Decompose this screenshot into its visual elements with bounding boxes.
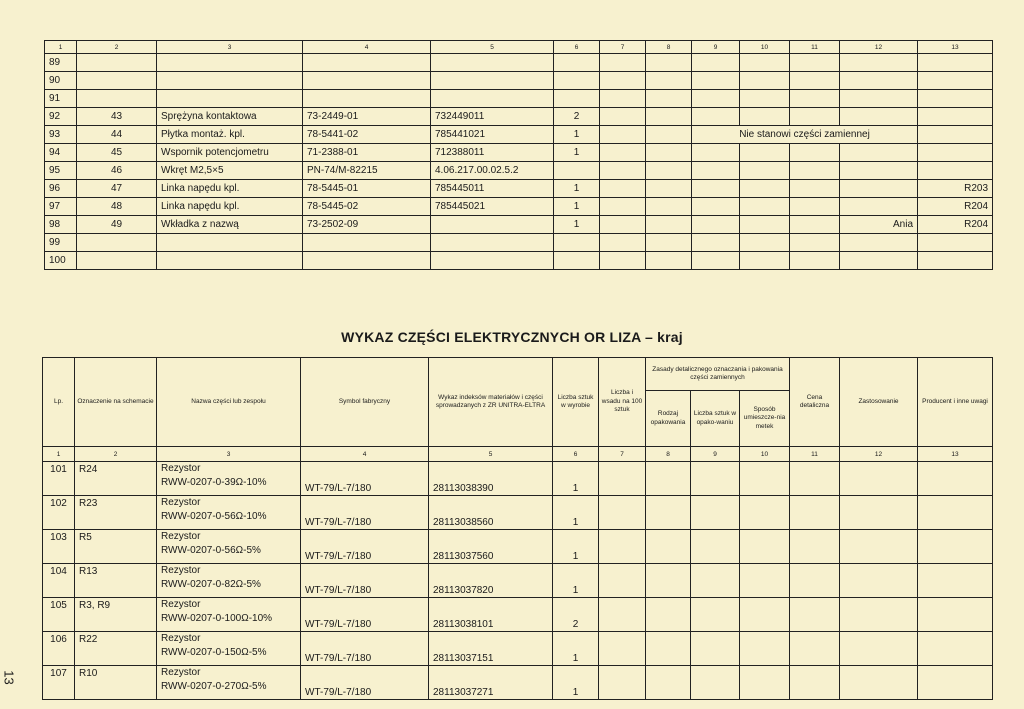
col-number: 1 [45,41,77,54]
row-num: 43 [77,108,157,126]
row-name-spec: RWW-0207-0-270Ω-5% [161,681,267,692]
row-qty: 1 [553,666,599,700]
row-lp: 106 [43,632,75,666]
row-symbol: 78-5441-02 [303,126,431,144]
page-number: 13 [1,670,17,685]
row-num: 49 [77,216,157,234]
header-packing-method: Sposób umieszcze-nia metek [740,391,790,447]
col-number: 10 [740,41,790,54]
row-lp: 92 [45,108,77,126]
row-index: 28113038560 [429,496,553,530]
row-name: Sprężyna kontaktowa [157,108,303,126]
table-row [45,126,993,144]
header-packing-group: Zasady detalicznego oznaczania i pakowania części zamiennych [646,358,790,391]
row-index: 28113037151 [429,632,553,666]
row-designation: R22 [75,632,157,666]
row-lp: 101 [43,462,75,496]
row-qty: 1 [553,632,599,666]
col-number: 10 [740,447,790,462]
row-symbol: 78-5445-02 [303,198,431,216]
row-name [157,598,301,632]
table-row [43,462,993,496]
row-index: 712388011 [431,144,554,162]
row-index: 28113037271 [429,666,553,700]
row-symbol: 73-2449-01 [303,108,431,126]
col-number: 11 [790,447,840,462]
row-index [431,216,554,234]
row-symbol: WT-79/L-7/180 [301,564,429,598]
row-index: 785441021 [431,126,554,144]
row-name-type: Rezystor [161,497,201,508]
row-note: Nie stanowi części zamiennej [692,126,918,144]
col-number: 8 [646,447,691,462]
row-qty: 1 [554,216,600,234]
row-index: 785445021 [431,198,554,216]
row-name-type: Rezystor [161,633,201,644]
row-name: Linka napędu kpl. [157,198,303,216]
table-row [43,632,993,666]
row-num: 44 [77,126,157,144]
row-lp: 102 [43,496,75,530]
row-lp: 96 [45,180,77,198]
row-name [157,564,301,598]
col-number: 4 [301,447,429,462]
row-lp: 91 [45,90,77,108]
row-name-type: Rezystor [161,565,201,576]
header-row [43,358,993,391]
column-number-row [45,41,993,54]
row-index: 28113038101 [429,598,553,632]
row-lp: 98 [45,216,77,234]
row-symbol: WT-79/L-7/180 [301,632,429,666]
header-packing-qty: Liczba sztuk w opako-waniu [691,391,740,447]
header-price: Cena detaliczna [790,358,840,447]
row-qty: 1 [553,462,599,496]
row-num: 45 [77,144,157,162]
row-qty [554,162,600,180]
header-qty-product: Liczba sztuk w wyrobie [553,358,599,447]
header-designation: Oznaczenie na schemacie [75,358,157,447]
table-row [45,144,993,162]
table-row [45,198,993,216]
row-num: 46 [77,162,157,180]
table-row [43,564,993,598]
table-row [43,666,993,700]
row-name [157,632,301,666]
row-name: Wspornik potencjometru [157,144,303,162]
row-lp: 105 [43,598,75,632]
row-designation: R10 [75,666,157,700]
col-number: 8 [646,41,692,54]
row-name-spec: RWW-0207-0-100Ω-10% [161,613,273,624]
row-designation: R3, R9 [75,598,157,632]
header-usage: Zastosowanie [840,358,918,447]
header-packing-type: Rodzaj opakowania [646,391,691,447]
row-symbol: WT-79/L-7/180 [301,462,429,496]
row-name: Wkładka z nazwą [157,216,303,234]
row-qty: 1 [554,180,600,198]
col-number: 4 [303,41,431,54]
row-designation: R5 [75,530,157,564]
row-index: 28113037560 [429,530,553,564]
row-lp: 90 [45,72,77,90]
row-lp: 93 [45,126,77,144]
row-name-type: Rezystor [161,531,201,542]
row-qty: 2 [554,108,600,126]
col-number: 6 [554,41,600,54]
row-name [157,496,301,530]
header-lp: Lp. [43,358,75,447]
col-number: 1 [43,447,75,462]
row-qty: 1 [554,126,600,144]
row-qty: 1 [554,198,600,216]
row-lp: 107 [43,666,75,700]
row-name [157,530,301,564]
col-number: 2 [77,41,157,54]
row-name-spec: RWW-0207-0-82Ω-5% [161,579,261,590]
col-number: 3 [157,41,303,54]
top-parts-table [44,40,993,270]
row-name-spec: RWW-0207-0-39Ω-10% [161,477,267,488]
table-row [45,90,993,108]
row-qty: 1 [553,496,599,530]
row-lp: 103 [43,530,75,564]
col-number: 6 [553,447,599,462]
row-symbol: PN-74/M-82215 [303,162,431,180]
table-row [45,72,993,90]
row-num: 47 [77,180,157,198]
row-qty: 2 [553,598,599,632]
row-name: Wkręt M2,5×5 [157,162,303,180]
col-number: 13 [918,41,993,54]
table-row [45,108,993,126]
row-index: 28113038390 [429,462,553,496]
header-name: Nazwa części lub zespołu [157,358,301,447]
header-index: Wykaz indeksów materiałów i części sprowadzanych z ZR UNITRA-ELTRA [429,358,553,447]
electrical-parts-table [42,357,993,700]
row-lp: 99 [45,234,77,252]
row-ref: R203 [918,180,993,198]
table-row [45,252,993,270]
row-index: 732449011 [431,108,554,126]
row-qty: 1 [554,144,600,162]
row-qty: 1 [553,564,599,598]
row-name [157,666,301,700]
row-qty: 1 [553,530,599,564]
col-number: 12 [840,41,918,54]
col-number: 13 [918,447,993,462]
row-symbol: WT-79/L-7/180 [301,530,429,564]
table-row [45,180,993,198]
row-designation: R23 [75,496,157,530]
header-symbol: Symbol fabryczny [301,358,429,447]
row-lp: 97 [45,198,77,216]
row-name-type: Rezystor [161,667,201,678]
col-number: 9 [691,447,740,462]
row-symbol: WT-79/L-7/180 [301,598,429,632]
col-number: 12 [840,447,918,462]
row-symbol: WT-79/L-7/180 [301,666,429,700]
col-number: 11 [790,41,840,54]
table-row [45,162,993,180]
column-number-row [43,447,993,462]
col-number: 3 [157,447,301,462]
col-number: 5 [429,447,553,462]
row-num: 48 [77,198,157,216]
row-name-spec: RWW-0207-0-150Ω-5% [161,647,267,658]
table-row [45,216,993,234]
table-row [43,598,993,632]
row-name-type: Rezystor [161,599,201,610]
row-symbol: WT-79/L-7/180 [301,496,429,530]
row-index: 785445011 [431,180,554,198]
row-lp: 89 [45,54,77,72]
row-ref: R204 [918,198,993,216]
table-row [45,54,993,72]
col-number: 2 [75,447,157,462]
row-name-spec: RWW-0207-0-56Ω-5% [161,545,261,556]
row-lp: 100 [45,252,77,270]
table-row [43,530,993,564]
row-lp: 95 [45,162,77,180]
section-title: WYKAZ CZĘŚCI ELEKTRYCZNYCH OR LIZA – kraj [341,329,683,345]
header-qty-100: Liczba i wsadu na 100 sztuk [599,358,646,447]
row-note: Ania [840,216,918,234]
row-lp: 94 [45,144,77,162]
row-ref: R204 [918,216,993,234]
row-name-spec: RWW-0207-0-56Ω-10% [161,511,267,522]
col-number: 5 [431,41,554,54]
row-lp: 104 [43,564,75,598]
col-number: 7 [599,447,646,462]
col-number: 9 [692,41,740,54]
row-designation: R13 [75,564,157,598]
row-symbol: 73-2502-09 [303,216,431,234]
row-name-type: Rezystor [161,463,201,474]
row-symbol: 71-2388-01 [303,144,431,162]
row-name: Linka napędu kpl. [157,180,303,198]
row-name [157,462,301,496]
row-index: 28113037820 [429,564,553,598]
row-index: 4.06.217.00.02.5.2 [431,162,554,180]
row-designation: R24 [75,462,157,496]
header-producer: Producent i inne uwagi [918,358,993,447]
table-row [45,234,993,252]
row-name: Płytka montaż. kpl. [157,126,303,144]
row-symbol: 78-5445-01 [303,180,431,198]
col-number: 7 [600,41,646,54]
table-row [43,496,993,530]
